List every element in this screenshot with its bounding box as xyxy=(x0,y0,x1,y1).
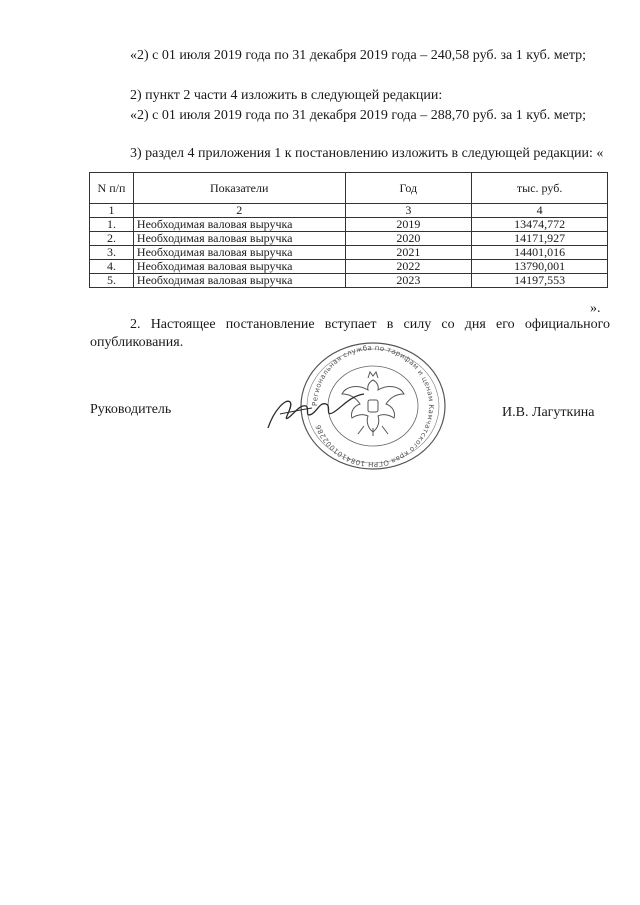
table-row xyxy=(90,274,608,288)
svg-text:Региональная служба по тарифам: Региональная служба по тарифам и ценам Камчатского края ОГРН 1084101002286 xyxy=(310,343,436,469)
row-value: 13790,001 xyxy=(472,260,608,274)
row-value: 14171,927 xyxy=(472,232,608,246)
column-number: 1 xyxy=(90,204,134,218)
row-year: 2022 xyxy=(345,260,472,274)
header-number: N п/п xyxy=(90,173,134,204)
header-year: Год xyxy=(345,173,472,204)
row-number: 3. xyxy=(90,246,134,260)
row-value: 14197,553 xyxy=(472,274,608,288)
column-number: 3 xyxy=(345,204,472,218)
signatory-title: Руководитель xyxy=(90,402,172,417)
column-number-row xyxy=(90,204,608,218)
row-year: 2023 xyxy=(345,274,472,288)
paragraph-1: «2) с 01 июля 2019 года по 31 декабря 2019 года – 240,58 руб. за 1 куб. метр; xyxy=(130,48,587,63)
paragraph-3: «2) с 01 июля 2019 года по 31 декабря 2019 года – 288,70 руб. за 1 куб. метр; xyxy=(130,108,587,123)
table-header-row xyxy=(90,173,608,204)
row-number: 2. xyxy=(90,232,134,246)
header-indicator: Показатели xyxy=(133,173,345,204)
paragraph-4: 3) раздел 4 приложения 1 к постановлению изложить в следующей редакции: « xyxy=(130,146,604,161)
row-year: 2021 xyxy=(345,246,472,260)
indicator-table xyxy=(89,172,608,288)
table-row xyxy=(90,260,608,274)
table-row xyxy=(90,232,608,246)
row-indicator: Необходимая валовая выручка xyxy=(133,218,345,232)
row-number: 5. xyxy=(90,274,134,288)
row-number: 4. xyxy=(90,260,134,274)
table-row xyxy=(90,246,608,260)
table-row xyxy=(90,218,608,232)
column-number: 2 xyxy=(133,204,345,218)
row-indicator: Необходимая валовая выручка xyxy=(133,260,345,274)
final-paragraph: 2. Настоящее постановление вступает в силу со дня его официального опубликования. xyxy=(90,317,610,350)
row-number: 1. xyxy=(90,218,134,232)
closing-quote: ». xyxy=(590,301,601,316)
column-number: 4 xyxy=(472,204,608,218)
row-indicator: Необходимая валовая выручка xyxy=(133,246,345,260)
signatory-name: И.В. Лагуткина xyxy=(502,405,595,420)
row-value: 14401,016 xyxy=(472,246,608,260)
row-year: 2019 xyxy=(345,218,472,232)
handwritten-signature xyxy=(260,388,370,434)
row-year: 2020 xyxy=(345,232,472,246)
row-indicator: Необходимая валовая выручка xyxy=(133,274,345,288)
row-indicator: Необходимая валовая выручка xyxy=(133,232,345,246)
row-value: 13474,772 xyxy=(472,218,608,232)
header-value: тыс. руб. xyxy=(472,173,608,204)
paragraph-2: 2) пункт 2 части 4 изложить в следующей редакции: xyxy=(130,88,443,103)
